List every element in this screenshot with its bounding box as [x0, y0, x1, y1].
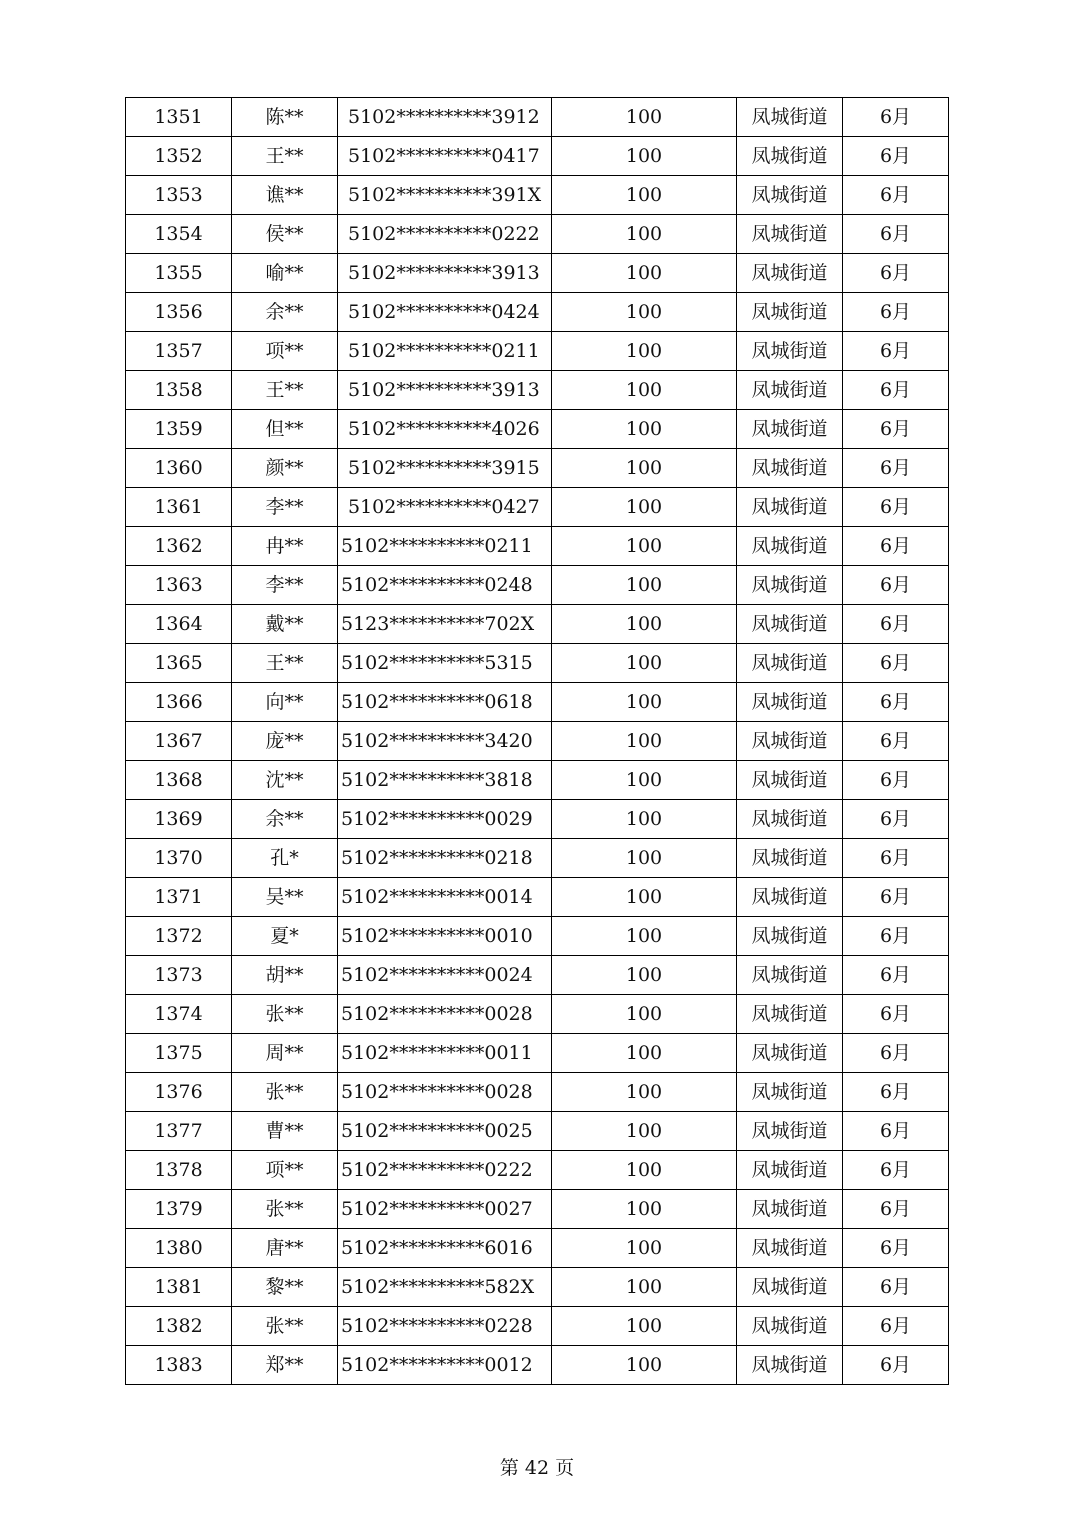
amount-cell: 100 — [552, 215, 737, 254]
name-cell: 李** — [232, 566, 338, 605]
street-cell: 凤城街道 — [737, 956, 843, 995]
street-cell: 凤城街道 — [737, 839, 843, 878]
month-cell: 6月 — [843, 98, 949, 137]
amount-cell: 100 — [552, 410, 737, 449]
month-cell: 6月 — [843, 293, 949, 332]
name-cell: 孔* — [232, 839, 338, 878]
name-cell: 唐** — [232, 1229, 338, 1268]
name-cell: 张** — [232, 1190, 338, 1229]
page-footer-prefix: 第 — [499, 1457, 519, 1479]
month-cell: 6月 — [843, 566, 949, 605]
table-row — [126, 917, 949, 956]
amount-cell: 100 — [552, 1229, 737, 1268]
street-cell: 凤城街道 — [737, 98, 843, 137]
amount-cell: 100 — [552, 1073, 737, 1112]
name-cell: 颜** — [232, 449, 338, 488]
table-row — [126, 215, 949, 254]
id-number-cell: 5102**********0014 — [338, 878, 552, 917]
street-cell: 凤城街道 — [737, 1229, 843, 1268]
name-cell: 王** — [232, 371, 338, 410]
serial-number-cell: 1367 — [126, 722, 232, 761]
month-cell: 6月 — [843, 1112, 949, 1151]
street-cell: 凤城街道 — [737, 683, 843, 722]
month-cell: 6月 — [843, 1268, 949, 1307]
table-row — [126, 332, 949, 371]
serial-number-cell: 1356 — [126, 293, 232, 332]
serial-number-cell: 1371 — [126, 878, 232, 917]
serial-number-cell: 1368 — [126, 761, 232, 800]
serial-number-cell: 1369 — [126, 800, 232, 839]
table-row — [126, 1346, 949, 1385]
id-number-cell: 5102**********4026 — [338, 410, 552, 449]
serial-number-cell: 1353 — [126, 176, 232, 215]
amount-cell: 100 — [552, 800, 737, 839]
serial-number-cell: 1364 — [126, 605, 232, 644]
serial-number-cell: 1365 — [126, 644, 232, 683]
month-cell: 6月 — [843, 1151, 949, 1190]
street-cell: 凤城街道 — [737, 137, 843, 176]
id-number-cell: 5102**********0222 — [338, 215, 552, 254]
street-cell: 凤城街道 — [737, 566, 843, 605]
street-cell: 凤城街道 — [737, 1151, 843, 1190]
table-row — [126, 839, 949, 878]
id-number-cell: 5102**********0211 — [338, 527, 552, 566]
table-row — [126, 1151, 949, 1190]
serial-number-cell: 1381 — [126, 1268, 232, 1307]
serial-number-cell: 1366 — [126, 683, 232, 722]
street-cell: 凤城街道 — [737, 1268, 843, 1307]
serial-number-cell: 1360 — [126, 449, 232, 488]
id-number-cell: 5102**********0029 — [338, 800, 552, 839]
name-cell: 项** — [232, 332, 338, 371]
month-cell: 6月 — [843, 995, 949, 1034]
table-row — [126, 527, 949, 566]
month-cell: 6月 — [843, 137, 949, 176]
street-cell: 凤城街道 — [737, 605, 843, 644]
month-cell: 6月 — [843, 254, 949, 293]
serial-number-cell: 1374 — [126, 995, 232, 1034]
month-cell: 6月 — [843, 1307, 949, 1346]
month-cell: 6月 — [843, 410, 949, 449]
amount-cell: 100 — [552, 917, 737, 956]
street-cell: 凤城街道 — [737, 1034, 843, 1073]
month-cell: 6月 — [843, 176, 949, 215]
serial-number-cell: 1382 — [126, 1307, 232, 1346]
serial-number-cell: 1376 — [126, 1073, 232, 1112]
amount-cell: 100 — [552, 995, 737, 1034]
roster-table — [125, 97, 949, 1385]
street-cell: 凤城街道 — [737, 644, 843, 683]
table-row — [126, 995, 949, 1034]
street-cell: 凤城街道 — [737, 488, 843, 527]
name-cell: 吴** — [232, 878, 338, 917]
table-row — [126, 488, 949, 527]
serial-number-cell: 1378 — [126, 1151, 232, 1190]
serial-number-cell: 1357 — [126, 332, 232, 371]
table-row — [126, 878, 949, 917]
amount-cell: 100 — [552, 254, 737, 293]
id-number-cell: 5102**********0024 — [338, 956, 552, 995]
id-number-cell: 5102**********3913 — [338, 254, 552, 293]
id-number-cell: 5102**********0025 — [338, 1112, 552, 1151]
serial-number-cell: 1373 — [126, 956, 232, 995]
amount-cell: 100 — [552, 176, 737, 215]
page-number: 42 — [524, 1457, 550, 1479]
amount-cell: 100 — [552, 137, 737, 176]
street-cell: 凤城街道 — [737, 176, 843, 215]
amount-cell: 100 — [552, 332, 737, 371]
table-row — [126, 137, 949, 176]
table-row — [126, 683, 949, 722]
name-cell: 王** — [232, 644, 338, 683]
id-number-cell: 5123**********702X — [338, 605, 552, 644]
name-cell: 项** — [232, 1151, 338, 1190]
table-row — [126, 761, 949, 800]
table-row — [126, 293, 949, 332]
serial-number-cell: 1359 — [126, 410, 232, 449]
page-footer — [0, 1453, 1074, 1483]
id-number-cell: 5102**********0028 — [338, 995, 552, 1034]
street-cell: 凤城街道 — [737, 878, 843, 917]
amount-cell: 100 — [552, 722, 737, 761]
street-cell: 凤城街道 — [737, 449, 843, 488]
amount-cell: 100 — [552, 371, 737, 410]
month-cell: 6月 — [843, 839, 949, 878]
month-cell: 6月 — [843, 761, 949, 800]
amount-cell: 100 — [552, 1151, 737, 1190]
name-cell: 张** — [232, 1073, 338, 1112]
amount-cell: 100 — [552, 1034, 737, 1073]
id-number-cell: 5102**********0011 — [338, 1034, 552, 1073]
name-cell: 曹** — [232, 1112, 338, 1151]
table-row — [126, 566, 949, 605]
table-row — [126, 1190, 949, 1229]
serial-number-cell: 1354 — [126, 215, 232, 254]
table-row — [126, 1034, 949, 1073]
id-number-cell: 5102**********0012 — [338, 1346, 552, 1385]
name-cell: 谯** — [232, 176, 338, 215]
id-number-cell: 5102**********0427 — [338, 488, 552, 527]
serial-number-cell: 1355 — [126, 254, 232, 293]
street-cell: 凤城街道 — [737, 1307, 843, 1346]
amount-cell: 100 — [552, 956, 737, 995]
id-number-cell: 5102**********6016 — [338, 1229, 552, 1268]
name-cell: 余** — [232, 293, 338, 332]
id-number-cell: 5102**********3912 — [338, 98, 552, 137]
street-cell: 凤城街道 — [737, 293, 843, 332]
serial-number-cell: 1380 — [126, 1229, 232, 1268]
amount-cell: 100 — [552, 98, 737, 137]
id-number-cell: 5102**********0424 — [338, 293, 552, 332]
amount-cell: 100 — [552, 566, 737, 605]
street-cell: 凤城街道 — [737, 371, 843, 410]
name-cell: 沈** — [232, 761, 338, 800]
month-cell: 6月 — [843, 956, 949, 995]
table-row — [126, 1268, 949, 1307]
name-cell: 陈** — [232, 98, 338, 137]
street-cell: 凤城街道 — [737, 995, 843, 1034]
month-cell: 6月 — [843, 332, 949, 371]
id-number-cell: 5102**********0027 — [338, 1190, 552, 1229]
table-row — [126, 956, 949, 995]
table-row — [126, 1073, 949, 1112]
name-cell: 张** — [232, 1307, 338, 1346]
street-cell: 凤城街道 — [737, 1346, 843, 1385]
amount-cell: 100 — [552, 1190, 737, 1229]
amount-cell: 100 — [552, 644, 737, 683]
table-row — [126, 176, 949, 215]
name-cell: 李** — [232, 488, 338, 527]
street-cell: 凤城街道 — [737, 761, 843, 800]
street-cell: 凤城街道 — [737, 722, 843, 761]
month-cell: 6月 — [843, 1073, 949, 1112]
id-number-cell: 5102**********0218 — [338, 839, 552, 878]
amount-cell: 100 — [552, 761, 737, 800]
street-cell: 凤城街道 — [737, 254, 843, 293]
month-cell: 6月 — [843, 1034, 949, 1073]
month-cell: 6月 — [843, 488, 949, 527]
id-number-cell: 5102**********3915 — [338, 449, 552, 488]
amount-cell: 100 — [552, 683, 737, 722]
serial-number-cell: 1379 — [126, 1190, 232, 1229]
id-number-cell: 5102**********391X — [338, 176, 552, 215]
table-row — [126, 1307, 949, 1346]
serial-number-cell: 1358 — [126, 371, 232, 410]
street-cell: 凤城街道 — [737, 1073, 843, 1112]
month-cell: 6月 — [843, 527, 949, 566]
id-number-cell: 5102**********3818 — [338, 761, 552, 800]
id-number-cell: 5102**********0010 — [338, 917, 552, 956]
table-row — [126, 800, 949, 839]
amount-cell: 100 — [552, 839, 737, 878]
name-cell: 胡** — [232, 956, 338, 995]
serial-number-cell: 1362 — [126, 527, 232, 566]
table-row — [126, 1229, 949, 1268]
street-cell: 凤城街道 — [737, 800, 843, 839]
name-cell: 郑** — [232, 1346, 338, 1385]
serial-number-cell: 1375 — [126, 1034, 232, 1073]
street-cell: 凤城街道 — [737, 410, 843, 449]
table-row — [126, 410, 949, 449]
amount-cell: 100 — [552, 878, 737, 917]
amount-cell: 100 — [552, 1268, 737, 1307]
amount-cell: 100 — [552, 527, 737, 566]
serial-number-cell: 1361 — [126, 488, 232, 527]
name-cell: 周** — [232, 1034, 338, 1073]
page-footer-suffix: 页 — [555, 1457, 575, 1479]
month-cell: 6月 — [843, 215, 949, 254]
street-cell: 凤城街道 — [737, 332, 843, 371]
id-number-cell: 5102**********0028 — [338, 1073, 552, 1112]
amount-cell: 100 — [552, 1307, 737, 1346]
amount-cell: 100 — [552, 605, 737, 644]
roster-table-body — [126, 98, 949, 1385]
table-row — [126, 449, 949, 488]
table-row — [126, 254, 949, 293]
month-cell: 6月 — [843, 917, 949, 956]
table-row — [126, 1112, 949, 1151]
table-row — [126, 605, 949, 644]
serial-number-cell: 1372 — [126, 917, 232, 956]
id-number-cell: 5102**********0211 — [338, 332, 552, 371]
name-cell: 戴** — [232, 605, 338, 644]
amount-cell: 100 — [552, 1112, 737, 1151]
month-cell: 6月 — [843, 644, 949, 683]
name-cell: 王** — [232, 137, 338, 176]
amount-cell: 100 — [552, 1346, 737, 1385]
name-cell: 黎** — [232, 1268, 338, 1307]
id-number-cell: 5102**********0618 — [338, 683, 552, 722]
name-cell: 张** — [232, 995, 338, 1034]
id-number-cell: 5102**********3420 — [338, 722, 552, 761]
serial-number-cell: 1377 — [126, 1112, 232, 1151]
name-cell: 冉** — [232, 527, 338, 566]
month-cell: 6月 — [843, 605, 949, 644]
amount-cell: 100 — [552, 488, 737, 527]
name-cell: 庞** — [232, 722, 338, 761]
table-row — [126, 98, 949, 137]
name-cell: 余** — [232, 800, 338, 839]
amount-cell: 100 — [552, 293, 737, 332]
table-row — [126, 371, 949, 410]
month-cell: 6月 — [843, 878, 949, 917]
table-row — [126, 644, 949, 683]
month-cell: 6月 — [843, 1346, 949, 1385]
id-number-cell: 5102**********0228 — [338, 1307, 552, 1346]
id-number-cell: 5102**********5315 — [338, 644, 552, 683]
id-number-cell: 5102**********0248 — [338, 566, 552, 605]
name-cell: 向** — [232, 683, 338, 722]
month-cell: 6月 — [843, 371, 949, 410]
id-number-cell: 5102**********582X — [338, 1268, 552, 1307]
name-cell: 侯** — [232, 215, 338, 254]
serial-number-cell: 1351 — [126, 98, 232, 137]
serial-number-cell: 1363 — [126, 566, 232, 605]
serial-number-cell: 1370 — [126, 839, 232, 878]
id-number-cell: 5102**********0222 — [338, 1151, 552, 1190]
name-cell: 但** — [232, 410, 338, 449]
month-cell: 6月 — [843, 1190, 949, 1229]
street-cell: 凤城街道 — [737, 215, 843, 254]
id-number-cell: 5102**********0417 — [338, 137, 552, 176]
street-cell: 凤城街道 — [737, 527, 843, 566]
month-cell: 6月 — [843, 683, 949, 722]
month-cell: 6月 — [843, 800, 949, 839]
month-cell: 6月 — [843, 1229, 949, 1268]
serial-number-cell: 1352 — [126, 137, 232, 176]
serial-number-cell: 1383 — [126, 1346, 232, 1385]
table-row — [126, 722, 949, 761]
name-cell: 夏* — [232, 917, 338, 956]
month-cell: 6月 — [843, 722, 949, 761]
amount-cell: 100 — [552, 449, 737, 488]
street-cell: 凤城街道 — [737, 917, 843, 956]
street-cell: 凤城街道 — [737, 1112, 843, 1151]
name-cell: 喻** — [232, 254, 338, 293]
street-cell: 凤城街道 — [737, 1190, 843, 1229]
month-cell: 6月 — [843, 449, 949, 488]
id-number-cell: 5102**********3913 — [338, 371, 552, 410]
